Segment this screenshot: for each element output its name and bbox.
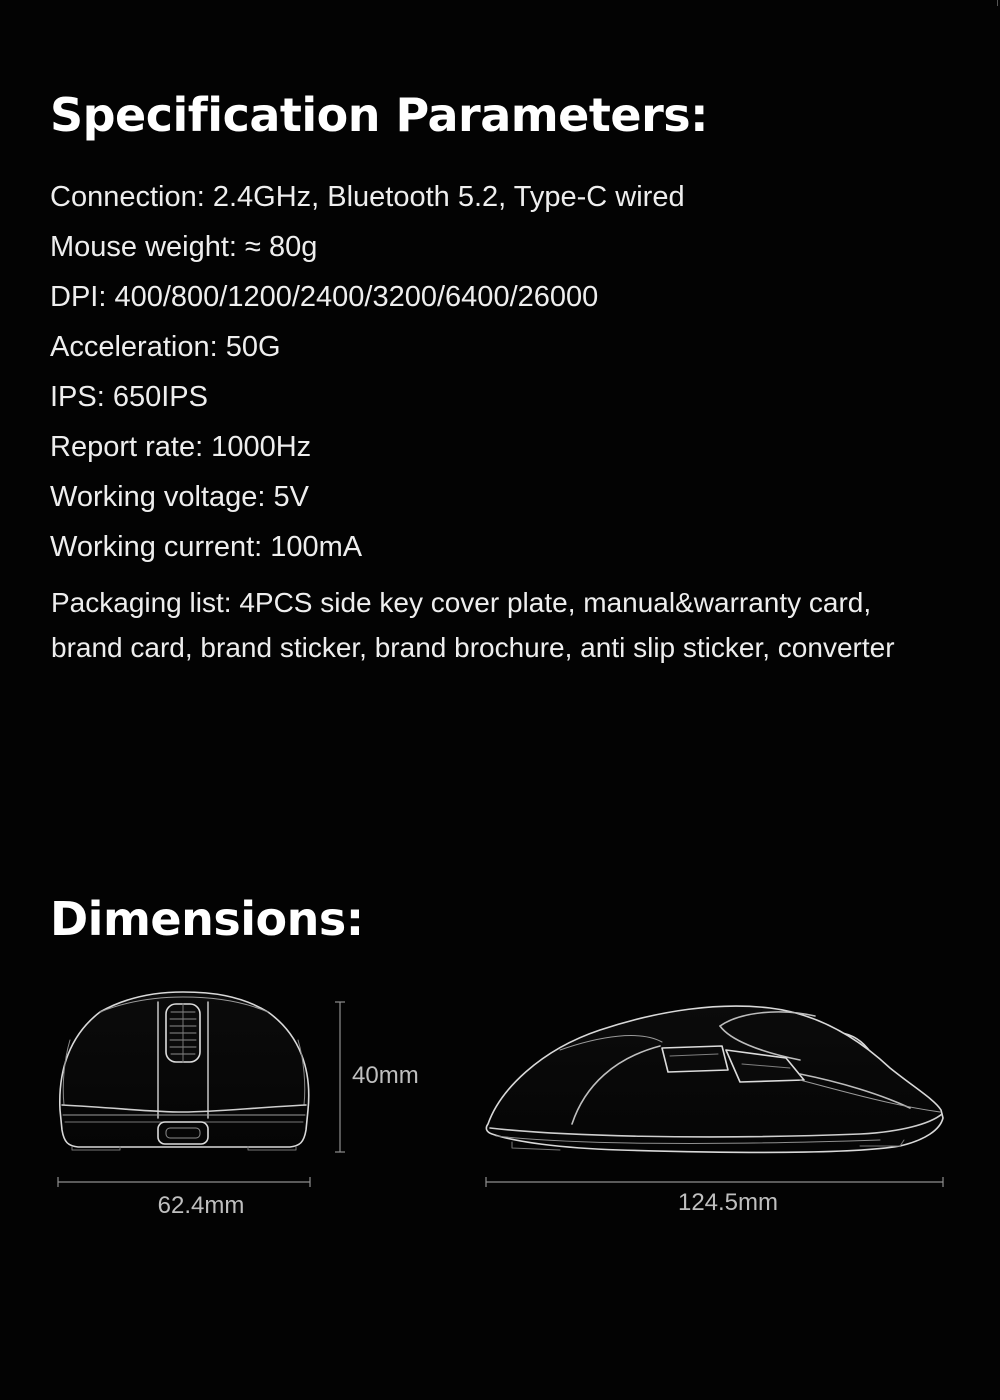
spec-dpi: DPI: 400/800/1200/2400/3200/6400/26000 [50, 281, 599, 313]
corner-mark [991, 0, 998, 6]
specification-title: Specification Parameters: [50, 88, 709, 142]
dimension-drawings [0, 970, 1000, 1230]
length-label: 124.5mm [677, 1189, 779, 1216]
width-dimension-line [58, 1177, 310, 1187]
spec-ips: IPS: 650IPS [50, 381, 208, 413]
height-label: 40mm [352, 1062, 419, 1089]
mouse-side-view [486, 1006, 943, 1152]
spec-current: Working current: 100mA [50, 531, 363, 563]
mouse-front-view [60, 992, 309, 1150]
spec-voltage: Working voltage: 5V [50, 481, 309, 513]
packaging-line-1: Packaging list: 4PCS side key cover plate, manual&warranty card, [51, 587, 872, 618]
spec-connection: Connection: 2.4GHz, Bluetooth 5.2, Type-C wired [50, 181, 685, 213]
packaging-line-2: brand card, brand sticker, brand brochure, anti slip sticker, converter [51, 632, 895, 663]
packaging-list [51, 580, 991, 670]
spec-report-rate: Report rate: 1000Hz [50, 431, 312, 463]
dimensions-title: Dimensions: [50, 892, 364, 946]
spec-weight: Mouse weight: ≈ 80g [50, 231, 318, 263]
length-dimension-line [486, 1177, 943, 1187]
spec-list [50, 172, 685, 572]
width-label: 62.4mm [157, 1192, 245, 1219]
height-dimension-line [335, 1002, 345, 1152]
spec-acceleration: Acceleration: 50G [50, 331, 281, 363]
